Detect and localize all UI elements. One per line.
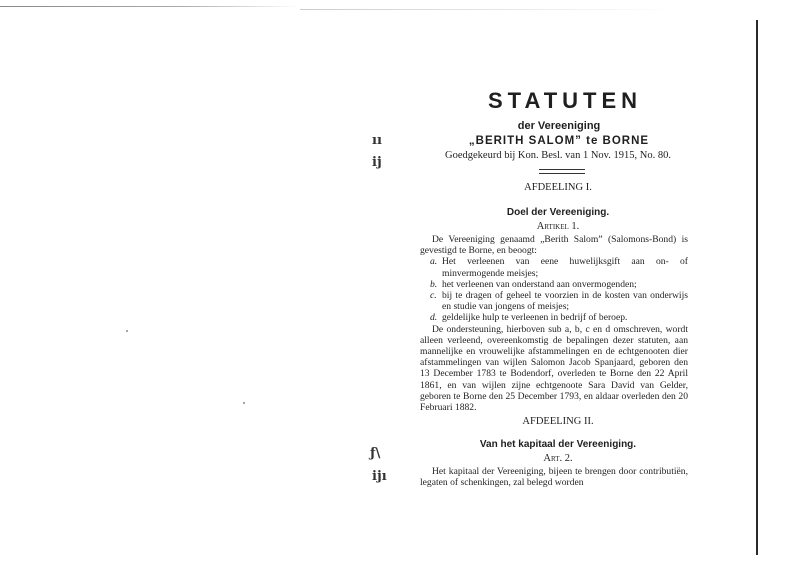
divider (539, 169, 585, 174)
margin-mark: ƒ\ (370, 446, 381, 461)
margin-mark: ĳ (372, 155, 382, 170)
section-label: AFDEELING II. (522, 416, 594, 428)
list-letter: c. (430, 290, 437, 302)
article-label (420, 453, 688, 464)
document-page (420, 88, 688, 489)
list-item (420, 312, 688, 323)
scan-edge-line (300, 9, 680, 10)
list-letter: d. (430, 312, 438, 324)
document-title: STATUTEN (487, 88, 643, 113)
list-letter: a. (430, 256, 438, 268)
list-text: Het verleenen van eene huwelijksgift aan on- of minvermogende meisjes; (442, 256, 688, 279)
section-heading: Van het kapitaal der Vereeniging. (479, 439, 637, 451)
association-name: „BERITH SALOM” te BORNE (468, 135, 650, 147)
margin-mark: ĳı (372, 469, 387, 484)
article-label-text: Art. 2. (543, 453, 573, 465)
section-label: AFDEELING I. (524, 182, 592, 193)
scan-speck (126, 330, 128, 332)
list-item (420, 256, 688, 278)
scan-speck (243, 402, 245, 404)
article-label-text: Artikel 1. (536, 221, 580, 232)
goals-list (420, 256, 688, 323)
article-label (420, 221, 688, 232)
list-text: bij te dragen of geheel te voorzien in de kosten van onderwijs en studie van jongens of meisjes; (442, 290, 688, 313)
margin-mark: ıı (372, 133, 382, 148)
list-text: het verleenen van onderstand aan onvermogenden; (442, 278, 637, 290)
approval-line: Goedgekeurd bij Kon. Besl. van 1 Nov. 1915, No. 80. (445, 150, 671, 161)
scan-edge-line (0, 6, 300, 7)
article-body: Het kapitaal der Vereeniging, bijeen te brengen door contributiën, legaten of schenkingen, zal belegd worden (420, 466, 688, 489)
section-heading: Doel der Vereeniging. (506, 207, 610, 218)
page-edge (756, 20, 758, 555)
article-body: De ondersteuning, hierboven sub a, b, c en d omschreven, wordt alleen verleend, overeenkomstig de bepalingen dezer statuten, aan mannelijke en vrouwelijke afstammelingen en de echtgenooten dier afstammelingen van wijlen Salomon Jacob Spanjaard, geboren den 13 December 1783 te Bodendorf, overleden te Borne den 22 April 1861, en van wijlen zijne echtgenoote Sara David van Gelder, geboren te Borne den 25 December 1793, en aldaar overleden den 20 Februari 1882. (420, 323, 688, 414)
list-letter: b. (430, 278, 438, 290)
list-text: geldelijke hulp te verleenen in bedrijf of beroep. (442, 312, 628, 324)
document-subtitle: der Vereeniging (517, 120, 601, 132)
list-item (420, 279, 688, 290)
article-intro: De Vereeniging genaamd „Berith Salom” (Salomons-Bond) is gevestigd te Borne, en beoogt: (420, 234, 688, 257)
list-item (420, 290, 688, 312)
